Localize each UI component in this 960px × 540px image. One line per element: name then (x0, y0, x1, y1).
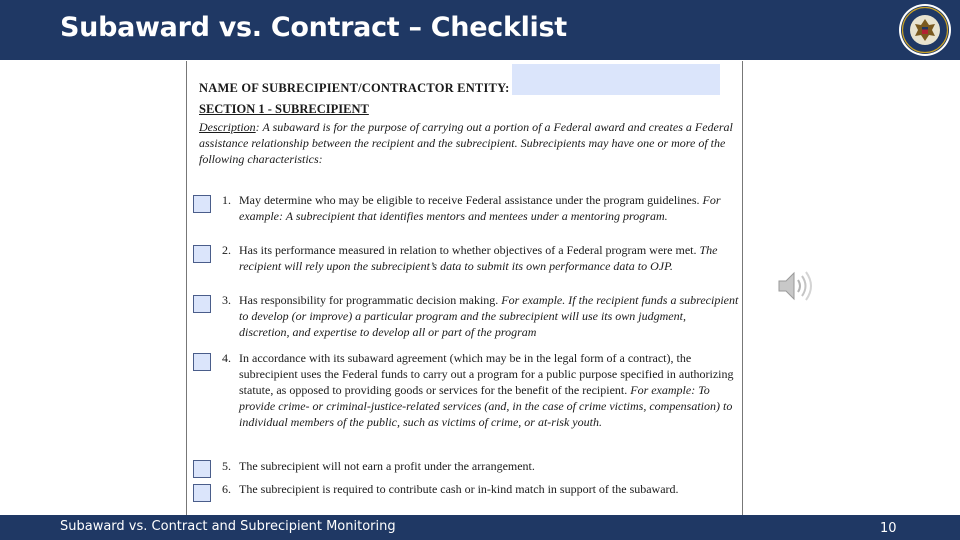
item-text: In accordance with its subaward agreement (which may be in the legal form of a contract), the subrecipient uses the Federal funds to carry out a program for a public purpose specified in authorizing statute, as opposed to providing goods or services for the benefit of the recipient. (239, 351, 734, 397)
checklist-item-1 (239, 192, 739, 224)
item-text: May determine who may be eligible to receive Federal assistance under the program guidelines. (239, 193, 700, 207)
doj-seal-icon (898, 3, 952, 57)
item-number: 2. (222, 243, 231, 257)
item-text: Has responsibility for programmatic decision making. (239, 293, 499, 307)
page-number: 10 (880, 521, 897, 536)
section-heading: SECTION 1 - SUBRECIPIENT (199, 102, 369, 116)
description-text: : A subaward is for the purpose of carrying out a portion of a Federal award and creates a Federal assistance relationship between the recipient and the subrecipient. Subrecipients may have one or more of the following characteristics: (199, 120, 733, 166)
checkbox-item-3[interactable] (193, 295, 211, 313)
checklist-item-5 (239, 458, 739, 474)
checklist-item-6 (239, 481, 739, 497)
item-number: 6. (222, 482, 231, 496)
item-example: For example: To provide crime- or criminal-justice-related services (and, in the case of crime victims, compensation) to individual members of the public, such as victims of crime, or at-risk youth. (239, 383, 733, 429)
description-label: Description (199, 120, 256, 134)
checkbox-item-4[interactable] (193, 353, 211, 371)
checkbox-item-5[interactable] (193, 460, 211, 478)
entity-name-label: NAME OF SUBRECIPIENT/CONTRACTOR ENTITY: (199, 81, 510, 95)
item-text: Has its performance measured in relation to whether objectives of a Federal program were met. (239, 243, 697, 257)
item-number: 4. (222, 351, 231, 365)
speaker-icon[interactable] (776, 268, 816, 304)
slide-title: Subaward vs. Contract – Checklist (60, 12, 567, 43)
item-number: 1. (222, 193, 231, 207)
item-number: 5. (222, 459, 231, 473)
item-text: The subrecipient is required to contribute cash or in-kind match in support of the subaward. (239, 482, 679, 496)
item-example: For example. If the recipient funds a subrecipient to develop (or improve) a particular program and the subrecipient will use its own judgment, discretion, and expertise to develop all or part of the program (239, 293, 739, 339)
checklist-item-3 (239, 292, 739, 340)
footer-title: Subaward vs. Contract and Subrecipient Monitoring (60, 519, 396, 534)
item-number: 3. (222, 293, 231, 307)
checklist-item-4 (239, 350, 739, 430)
checklist-document (186, 61, 743, 515)
item-example: For example: A subrecipient that identifies mentors and mentees under a mentoring program. (239, 193, 721, 223)
entity-name-field[interactable] (512, 64, 720, 95)
item-text: The subrecipient will not earn a profit under the arrangement. (239, 459, 535, 473)
checklist-item-2 (239, 242, 739, 274)
checkbox-item-6[interactable] (193, 484, 211, 502)
checkbox-item-2[interactable] (193, 245, 211, 263)
item-example: The recipient will rely upon the subrecipient’s data to submit its own performance data to OJP. (239, 243, 718, 273)
description-paragraph (199, 119, 734, 167)
checkbox-item-1[interactable] (193, 195, 211, 213)
